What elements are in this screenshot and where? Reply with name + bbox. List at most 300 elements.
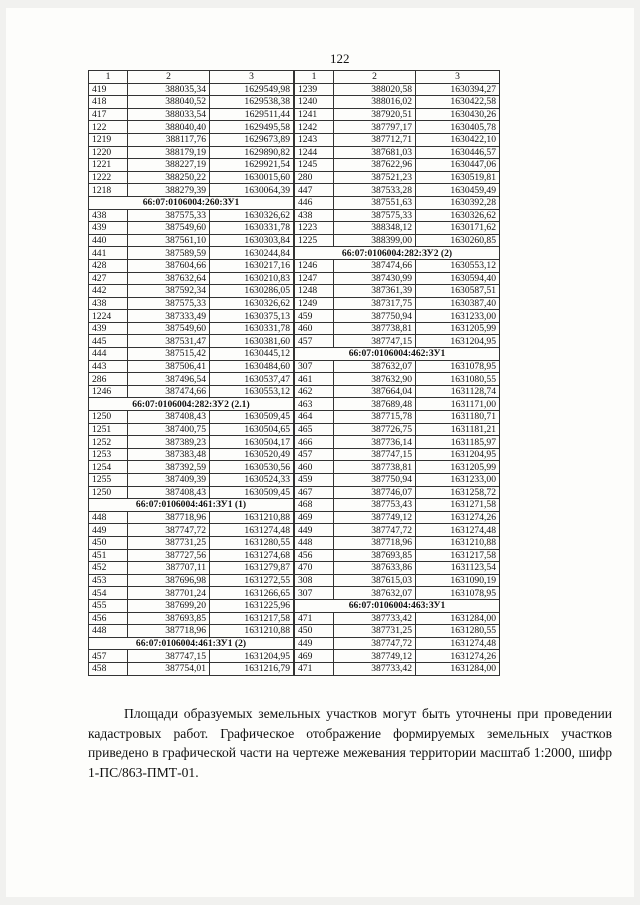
coordinate-x: 387551,63	[334, 196, 416, 209]
table-row	[89, 549, 294, 562]
section-title: 66:07:0106004:282:ЗУ2 (2.1)	[89, 398, 294, 411]
coordinate-x: 387408,43	[128, 411, 210, 424]
table-row	[89, 587, 294, 600]
coordinate-y: 1631280,55	[416, 625, 500, 638]
point-number: 1249	[295, 297, 334, 310]
coordinate-y: 1629511,44	[210, 108, 294, 121]
coordinate-x: 387731,25	[334, 625, 416, 638]
table-row	[89, 411, 294, 424]
point-number: 438	[295, 209, 334, 222]
section-row	[89, 196, 294, 209]
point-number: 457	[89, 650, 128, 663]
table-row	[295, 612, 500, 625]
point-number: 1219	[89, 133, 128, 146]
coordinate-y: 1630553,12	[210, 385, 294, 398]
coordinate-y: 1630509,45	[210, 411, 294, 424]
section-title: 66:07:0106004:461:ЗУ1 (1)	[89, 499, 294, 512]
coordinate-x: 387632,07	[334, 587, 416, 600]
table-row	[89, 108, 294, 121]
coordinate-y: 1630381,60	[210, 335, 294, 348]
coordinate-y: 1631216,79	[210, 662, 294, 675]
table-row	[89, 335, 294, 348]
section-title: 66:07:0106004:463:ЗУ1	[295, 599, 500, 612]
coordinate-x: 387746,07	[334, 486, 416, 499]
coordinate-y: 1631181,21	[416, 423, 500, 436]
point-number: 286	[89, 373, 128, 386]
table-row	[295, 637, 500, 650]
coordinate-y: 1629921,54	[210, 159, 294, 172]
point-number: 458	[89, 662, 128, 675]
point-number: 466	[295, 436, 334, 449]
coordinate-x: 387747,15	[334, 448, 416, 461]
coordinate-x: 387533,28	[334, 184, 416, 197]
point-number: 1223	[295, 222, 334, 235]
coordinate-x: 387718,96	[128, 625, 210, 638]
coordinate-y: 1631205,99	[416, 461, 500, 474]
coordinate-x: 387575,33	[128, 297, 210, 310]
coordinate-y: 1630446,57	[416, 146, 500, 159]
coordinate-x: 388250,22	[128, 171, 210, 184]
coordinate-x: 387749,12	[334, 511, 416, 524]
point-number: 1239	[295, 83, 334, 96]
table-row	[89, 348, 294, 361]
coordinate-x: 387738,81	[334, 461, 416, 474]
coordinate-x: 387747,72	[334, 637, 416, 650]
section-row	[295, 599, 500, 612]
table-row	[295, 536, 500, 549]
coordinate-x: 387632,90	[334, 373, 416, 386]
coordinate-y: 1630326,62	[210, 297, 294, 310]
table-row	[295, 310, 500, 323]
coordinate-x: 387506,41	[128, 360, 210, 373]
table-row	[89, 436, 294, 449]
point-number: 307	[295, 360, 334, 373]
coordinate-y: 1631217,58	[210, 612, 294, 625]
table-row	[295, 196, 500, 209]
point-number: 444	[89, 348, 128, 361]
coordinate-y: 1631128,74	[416, 385, 500, 398]
point-number: 427	[89, 272, 128, 285]
point-number: 450	[295, 625, 334, 638]
table-row	[295, 423, 500, 436]
table-row	[89, 247, 294, 260]
table-row	[295, 448, 500, 461]
coordinate-x: 387408,43	[128, 486, 210, 499]
coordinate-x: 387496,54	[128, 373, 210, 386]
coordinate-y: 1630326,62	[416, 209, 500, 222]
point-number: 439	[89, 222, 128, 235]
table-row	[89, 373, 294, 386]
point-number: 463	[295, 398, 334, 411]
table-row	[295, 549, 500, 562]
section-row	[89, 637, 294, 650]
coordinate-y: 1631266,65	[210, 587, 294, 600]
point-number: 448	[89, 625, 128, 638]
table-row	[89, 599, 294, 612]
table-row	[89, 360, 294, 373]
coordinate-x: 387383,48	[128, 448, 210, 461]
coordinate-x: 387747,15	[128, 650, 210, 663]
coordinate-x: 387633,86	[334, 562, 416, 575]
point-number: 122	[89, 121, 128, 134]
table-row	[295, 272, 500, 285]
point-number: 1254	[89, 461, 128, 474]
coordinate-y: 1631225,96	[210, 599, 294, 612]
coordinate-y: 1631204,95	[416, 448, 500, 461]
coordinate-x: 387392,59	[128, 461, 210, 474]
coordinate-y: 1631271,58	[416, 499, 500, 512]
note-text: Площади образуемых земельных участков могут быть уточнены при проведении кадастровых работ. Графическое отображение формируемых земельных участков приведено в графической части на чертеже межевания территории масштаб 1:2000, шифр 1-ПС/863-ПМТ-01.	[88, 706, 612, 780]
point-number: 1224	[89, 310, 128, 323]
coordinate-y: 1630064,39	[210, 184, 294, 197]
point-number: 459	[295, 310, 334, 323]
coordinate-y: 1631284,00	[416, 662, 500, 675]
coordinate-x: 387747,72	[334, 524, 416, 537]
coordinate-x: 387693,85	[334, 549, 416, 562]
coordinate-x: 387750,94	[334, 310, 416, 323]
coordinate-x: 387731,25	[128, 536, 210, 549]
coordinate-x: 387747,15	[334, 335, 416, 348]
coordinate-x: 387592,34	[128, 285, 210, 298]
coordinate-y: 1630331,78	[210, 222, 294, 235]
point-number: 1245	[295, 159, 334, 172]
coordinate-x: 387531,47	[128, 335, 210, 348]
coordinate-x: 387521,23	[334, 171, 416, 184]
table-row	[295, 159, 500, 172]
coordinate-x: 387615,03	[334, 574, 416, 587]
column-header: 2	[128, 71, 210, 84]
point-number: 439	[89, 322, 128, 335]
column-header: 1	[89, 71, 128, 84]
coordinate-x: 387409,39	[128, 474, 210, 487]
point-number: 471	[295, 662, 334, 675]
point-number: 448	[89, 511, 128, 524]
coordinate-y: 1631274,48	[416, 637, 500, 650]
column-header: 1	[295, 71, 334, 84]
coordinate-x: 387632,64	[128, 272, 210, 285]
coordinate-y: 1631205,99	[416, 322, 500, 335]
coordinate-x: 387749,12	[334, 650, 416, 663]
coordinate-x: 387753,43	[334, 499, 416, 512]
point-number: 467	[295, 486, 334, 499]
coordinate-y: 1630392,28	[416, 196, 500, 209]
point-number: 1248	[295, 285, 334, 298]
coordinate-y: 1630430,26	[416, 108, 500, 121]
point-number: 460	[295, 322, 334, 335]
coordinate-x: 387727,56	[128, 549, 210, 562]
coordinate-x: 388020,58	[334, 83, 416, 96]
coordinate-x: 387589,59	[128, 247, 210, 260]
point-number: 449	[295, 637, 334, 650]
section-title: 66:07:0106004:462:ЗУ1	[295, 348, 500, 361]
point-number: 460	[295, 461, 334, 474]
point-number: 459	[295, 474, 334, 487]
table-row	[295, 297, 500, 310]
coordinate-y: 1631274,48	[416, 524, 500, 537]
table-row	[295, 499, 500, 512]
coordinate-y: 1631210,88	[210, 625, 294, 638]
coordinate-y: 1631090,19	[416, 574, 500, 587]
coordinate-x: 387699,20	[128, 599, 210, 612]
point-number: 1255	[89, 474, 128, 487]
coordinate-y: 1630594,40	[416, 272, 500, 285]
point-number: 442	[89, 285, 128, 298]
table-row	[295, 209, 500, 222]
point-number: 465	[295, 423, 334, 436]
point-number: 1220	[89, 146, 128, 159]
coordinate-y: 1629549,98	[210, 83, 294, 96]
coordinate-x: 388179,19	[128, 146, 210, 159]
table-row	[295, 486, 500, 499]
coordinate-x: 388040,52	[128, 96, 210, 109]
table-row	[89, 222, 294, 235]
table-row	[295, 398, 500, 411]
point-number: 1246	[89, 385, 128, 398]
table-row	[89, 234, 294, 247]
table-row	[89, 83, 294, 96]
coordinate-y: 1631258,72	[416, 486, 500, 499]
table-header-row	[89, 71, 294, 84]
coordinate-y: 1630387,40	[416, 297, 500, 310]
table-row	[295, 171, 500, 184]
point-number: 1222	[89, 171, 128, 184]
point-number: 307	[295, 587, 334, 600]
coordinate-x: 388279,39	[128, 184, 210, 197]
table-row	[89, 171, 294, 184]
coordinate-x: 387738,81	[334, 322, 416, 335]
coordinate-x: 387718,96	[128, 511, 210, 524]
coordinate-x: 387575,33	[128, 209, 210, 222]
coordinate-x: 387575,33	[334, 209, 416, 222]
table-row	[295, 385, 500, 398]
coordinate-x: 388040,40	[128, 121, 210, 134]
table-row	[89, 511, 294, 524]
table-row	[295, 96, 500, 109]
coordinate-x: 387733,42	[334, 612, 416, 625]
table-row	[89, 259, 294, 272]
coordinate-y: 1630587,51	[416, 285, 500, 298]
coordinate-y: 1630326,62	[210, 209, 294, 222]
table-row	[295, 474, 500, 487]
coordinate-x: 388033,54	[128, 108, 210, 121]
coordinate-y: 1631180,71	[416, 411, 500, 424]
coordinate-y: 1631171,00	[416, 398, 500, 411]
coordinates-table-right	[294, 70, 500, 676]
coordinate-y: 1631274,48	[210, 524, 294, 537]
coordinate-x: 387736,14	[334, 436, 416, 449]
table-row	[89, 536, 294, 549]
point-number: 1253	[89, 448, 128, 461]
coordinate-y: 1630286,05	[210, 285, 294, 298]
section-row	[89, 398, 294, 411]
point-number: 1241	[295, 108, 334, 121]
coordinate-y: 1630504,17	[210, 436, 294, 449]
coordinate-x: 387549,60	[128, 222, 210, 235]
coordinate-x: 387317,75	[334, 297, 416, 310]
table-row	[295, 222, 500, 235]
coordinates-table-left	[88, 70, 294, 676]
point-number: 456	[89, 612, 128, 625]
table-row	[295, 184, 500, 197]
coordinate-x: 388016,02	[334, 96, 416, 109]
coordinate-y: 1630405,78	[416, 121, 500, 134]
column-header: 3	[416, 71, 500, 84]
coordinate-y: 1631279,87	[210, 562, 294, 575]
coordinate-x: 387797,17	[334, 121, 416, 134]
table-row	[295, 524, 500, 537]
coordinate-y: 1631274,68	[210, 549, 294, 562]
coordinate-x: 387474,66	[334, 259, 416, 272]
table-row	[295, 587, 500, 600]
table-row	[89, 322, 294, 335]
coordinate-x: 387715,78	[334, 411, 416, 424]
coordinate-y: 1629673,89	[210, 133, 294, 146]
point-number: 1221	[89, 159, 128, 172]
point-number: 455	[89, 599, 128, 612]
point-number: 440	[89, 234, 128, 247]
table-row	[295, 234, 500, 247]
table-row	[295, 574, 500, 587]
point-number: 450	[89, 536, 128, 549]
coordinate-y: 1630509,45	[210, 486, 294, 499]
point-number: 1244	[295, 146, 334, 159]
page-number: 122	[330, 51, 350, 66]
coordinate-x: 387689,48	[334, 398, 416, 411]
table-row	[295, 411, 500, 424]
table-row	[89, 133, 294, 146]
table-row	[89, 297, 294, 310]
table-row	[89, 625, 294, 638]
section-row	[295, 247, 500, 260]
coordinate-x: 388117,76	[128, 133, 210, 146]
table-row	[295, 650, 500, 663]
point-number: 438	[89, 209, 128, 222]
coordinate-x: 387681,03	[334, 146, 416, 159]
coordinate-y: 1631280,55	[210, 536, 294, 549]
coordinate-y: 1631210,88	[416, 536, 500, 549]
point-number: 469	[295, 511, 334, 524]
point-number: 449	[295, 524, 334, 537]
table-row	[295, 322, 500, 335]
coordinate-y: 1630553,12	[416, 259, 500, 272]
coordinate-y: 1629495,58	[210, 121, 294, 134]
table-row	[89, 524, 294, 537]
coordinate-y: 1631284,00	[416, 612, 500, 625]
table-row	[295, 285, 500, 298]
point-number: 1247	[295, 272, 334, 285]
table-row	[89, 423, 294, 436]
coordinates-tables	[88, 70, 500, 676]
coordinate-y: 1630504,65	[210, 423, 294, 436]
point-number: 451	[89, 549, 128, 562]
table-row	[89, 121, 294, 134]
coordinate-y: 1629890,82	[210, 146, 294, 159]
table-row	[295, 83, 500, 96]
coordinate-x: 388399,00	[334, 234, 416, 247]
coordinate-x: 387718,96	[334, 536, 416, 549]
table-row	[89, 461, 294, 474]
coordinate-x: 387333,49	[128, 310, 210, 323]
coordinate-x: 388348,12	[334, 222, 416, 235]
coordinate-x: 387664,04	[334, 385, 416, 398]
coordinate-x: 387712,71	[334, 133, 416, 146]
coordinate-y: 1631185,97	[416, 436, 500, 449]
point-number: 1242	[295, 121, 334, 134]
coordinate-y: 1630484,60	[210, 360, 294, 373]
point-number: 461	[295, 373, 334, 386]
point-number: 1250	[89, 411, 128, 424]
table-row	[295, 146, 500, 159]
coordinate-y: 1631272,55	[210, 574, 294, 587]
table-header-row	[295, 71, 500, 84]
point-number: 470	[295, 562, 334, 575]
point-number: 448	[295, 536, 334, 549]
point-number: 454	[89, 587, 128, 600]
point-number: 438	[89, 297, 128, 310]
coordinate-x: 387920,51	[334, 108, 416, 121]
table-row	[89, 146, 294, 159]
section-title: 66:07:0106004:260:ЗУ1	[89, 196, 294, 209]
column-header: 2	[334, 71, 416, 84]
coordinate-x: 388227,19	[128, 159, 210, 172]
table-row	[89, 96, 294, 109]
coordinate-x: 387747,72	[128, 524, 210, 537]
point-number: 449	[89, 524, 128, 537]
table-row	[295, 461, 500, 474]
coordinate-y: 1630519,81	[416, 171, 500, 184]
section-row	[295, 348, 500, 361]
point-number: 1243	[295, 133, 334, 146]
point-number: 1246	[295, 259, 334, 272]
coordinate-x: 387561,10	[128, 234, 210, 247]
coordinate-x: 387400,75	[128, 423, 210, 436]
point-number: 443	[89, 360, 128, 373]
section-row	[89, 499, 294, 512]
coordinate-y: 1630217,16	[210, 259, 294, 272]
coordinate-y: 1630303,84	[210, 234, 294, 247]
coordinate-y: 1631078,95	[416, 587, 500, 600]
point-number: 419	[89, 83, 128, 96]
table-row	[295, 133, 500, 146]
point-number: 452	[89, 562, 128, 575]
point-number: 462	[295, 385, 334, 398]
coordinate-x: 387754,01	[128, 662, 210, 675]
coordinate-x: 387604,66	[128, 259, 210, 272]
coordinate-y: 1631274,26	[416, 511, 500, 524]
coordinate-y: 1631078,95	[416, 360, 500, 373]
point-number: 456	[295, 549, 334, 562]
table-row	[89, 612, 294, 625]
coordinate-y: 1631123,54	[416, 562, 500, 575]
table-row	[89, 159, 294, 172]
coordinate-y: 1630447,06	[416, 159, 500, 172]
coordinate-x: 387389,23	[128, 436, 210, 449]
point-number: 1251	[89, 423, 128, 436]
table-row	[295, 259, 500, 272]
note-paragraph	[88, 704, 612, 782]
table-row	[295, 373, 500, 386]
column-header: 3	[210, 71, 294, 84]
coordinate-x: 388035,34	[128, 83, 210, 96]
table-row	[89, 562, 294, 575]
coordinate-y: 1630520,49	[210, 448, 294, 461]
table-row	[295, 108, 500, 121]
point-number: 469	[295, 650, 334, 663]
point-number: 447	[295, 184, 334, 197]
point-number: 445	[89, 335, 128, 348]
coordinate-y: 1631210,88	[210, 511, 294, 524]
coordinate-y: 1630210,83	[210, 272, 294, 285]
